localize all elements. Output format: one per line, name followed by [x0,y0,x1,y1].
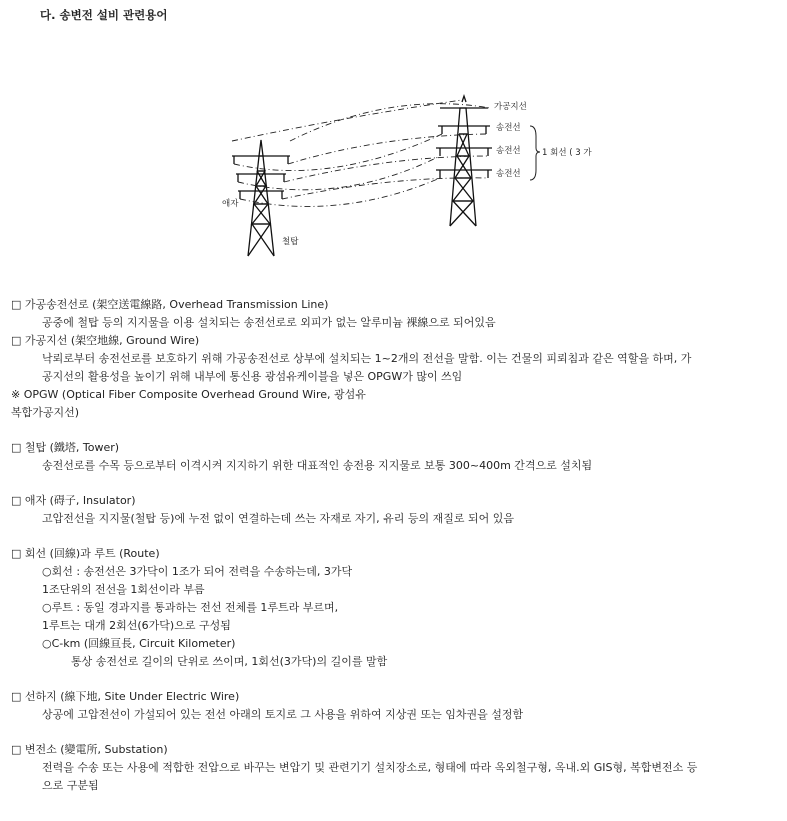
term-desc-overhead-line: 공중에 철탑 등의 지지물을 이용 설치되는 송전선로로 외피가 없는 알루미늄 裸線으로 되어있음 [42,316,496,329]
term-title-tower: □ 철탑 (鐵塔, Tower) [11,441,120,454]
label-conductor-3: 송전선 [496,169,521,179]
term-desc-right-of-way: 상공에 고압전선이 가설되어 있는 전선 아래의 토지로 그 사용을 위하여 지상권 또는 임차권을 설정함 [42,708,524,721]
route-line-1: ○루트 : 동일 경과지를 통과하는 전선 전체를 1루트라 부르며, [42,601,339,614]
circuit-line-1: ○회선 : 송전선은 3가닥이 1조가 되어 전력을 수송하는데, 3가닥 [42,565,353,578]
label-one-circuit: 1 회선 ( 3 가 [542,148,592,158]
diagram-svg [200,96,592,266]
label-tower: 철탑 [282,237,299,247]
terms-list [11,296,781,795]
circuit-brace [530,126,540,180]
right-tower [436,96,492,226]
route-line-2: 1루트는 대개 2회선(6가닥)으로 구성됨 [42,619,231,632]
ckm-line-1: ○C-km (回線亘長, Circuit Kilometer) [42,637,236,650]
label-conductor-2: 송전선 [496,146,521,156]
term-desc-ground-wire-2: 공지선의 활용성을 높이기 위해 내부에 통신용 광섬유케이블을 넣은 OPGW가 많이 쓰임 [42,370,463,383]
label-conductor-1: 송전선 [496,123,521,133]
term-desc-substation-2: 으로 구분됨 [42,779,99,792]
opgw-note-1: ※ OPGW (Optical Fiber Composite Overhead Ground Wire, 광섬유 [11,388,366,401]
term-title-overhead-line: □ 가공송전선로 (架空送電線路, Overhead Transmission Line) [11,298,329,311]
label-ground-wire: 가공지선 [494,102,527,112]
term-desc-insulator: 고압전선을 지지물(철탑 등)에 누전 없이 연결하는데 쓰는 자재로 자기, 유리 등의 재질로 되어 있음 [42,512,514,525]
term-desc-ground-wire-1: 낙뢰로부터 송전선로를 보호하기 위해 가공송전선로 상부에 설치되는 1~2개의 전선을 말함. 이는 건물의 피뢰침과 같은 역할을 하며, 가 [42,352,692,365]
term-title-insulator: □ 애자 (碍子, Insulator) [11,494,136,507]
circuit-line-2: 1조단위의 전선을 1회선이라 부름 [42,583,205,596]
term-desc-substation-1: 전력을 수송 또는 사용에 적합한 전압으로 바꾸는 변압기 및 관련기기 설치장소로, 형태에 따라 옥외철구형, 옥내.외 GIS형, 복합변전소 등 [42,761,698,774]
transmission-line-diagram [200,96,592,266]
term-title-substation: □ 변전소 (變電所, Substation) [11,743,168,756]
opgw-note-2: 복합가공지선) [11,406,80,419]
section-heading: 다. 송변전 설비 관련용어 [40,8,168,22]
term-title-right-of-way: □ 선하지 (線下地, Site Under Electric Wire) [11,690,240,703]
term-title-circuit-route: □ 회선 (回線)과 루트 (Route) [11,547,160,560]
term-title-ground-wire: □ 가공지선 (架空地線, Ground Wire) [11,334,200,347]
ckm-line-2: 통상 송전선로 길이의 단위로 쓰이며, 1회선(3가닥)의 길이를 말함 [71,655,388,668]
label-insulator: 애자 [222,199,239,209]
term-desc-tower: 송전선로를 수목 등으로부터 이격시켜 지지하기 위한 대표적인 송전용 지지물로 보통 300~400m 간격으로 설치됨 [42,459,593,472]
